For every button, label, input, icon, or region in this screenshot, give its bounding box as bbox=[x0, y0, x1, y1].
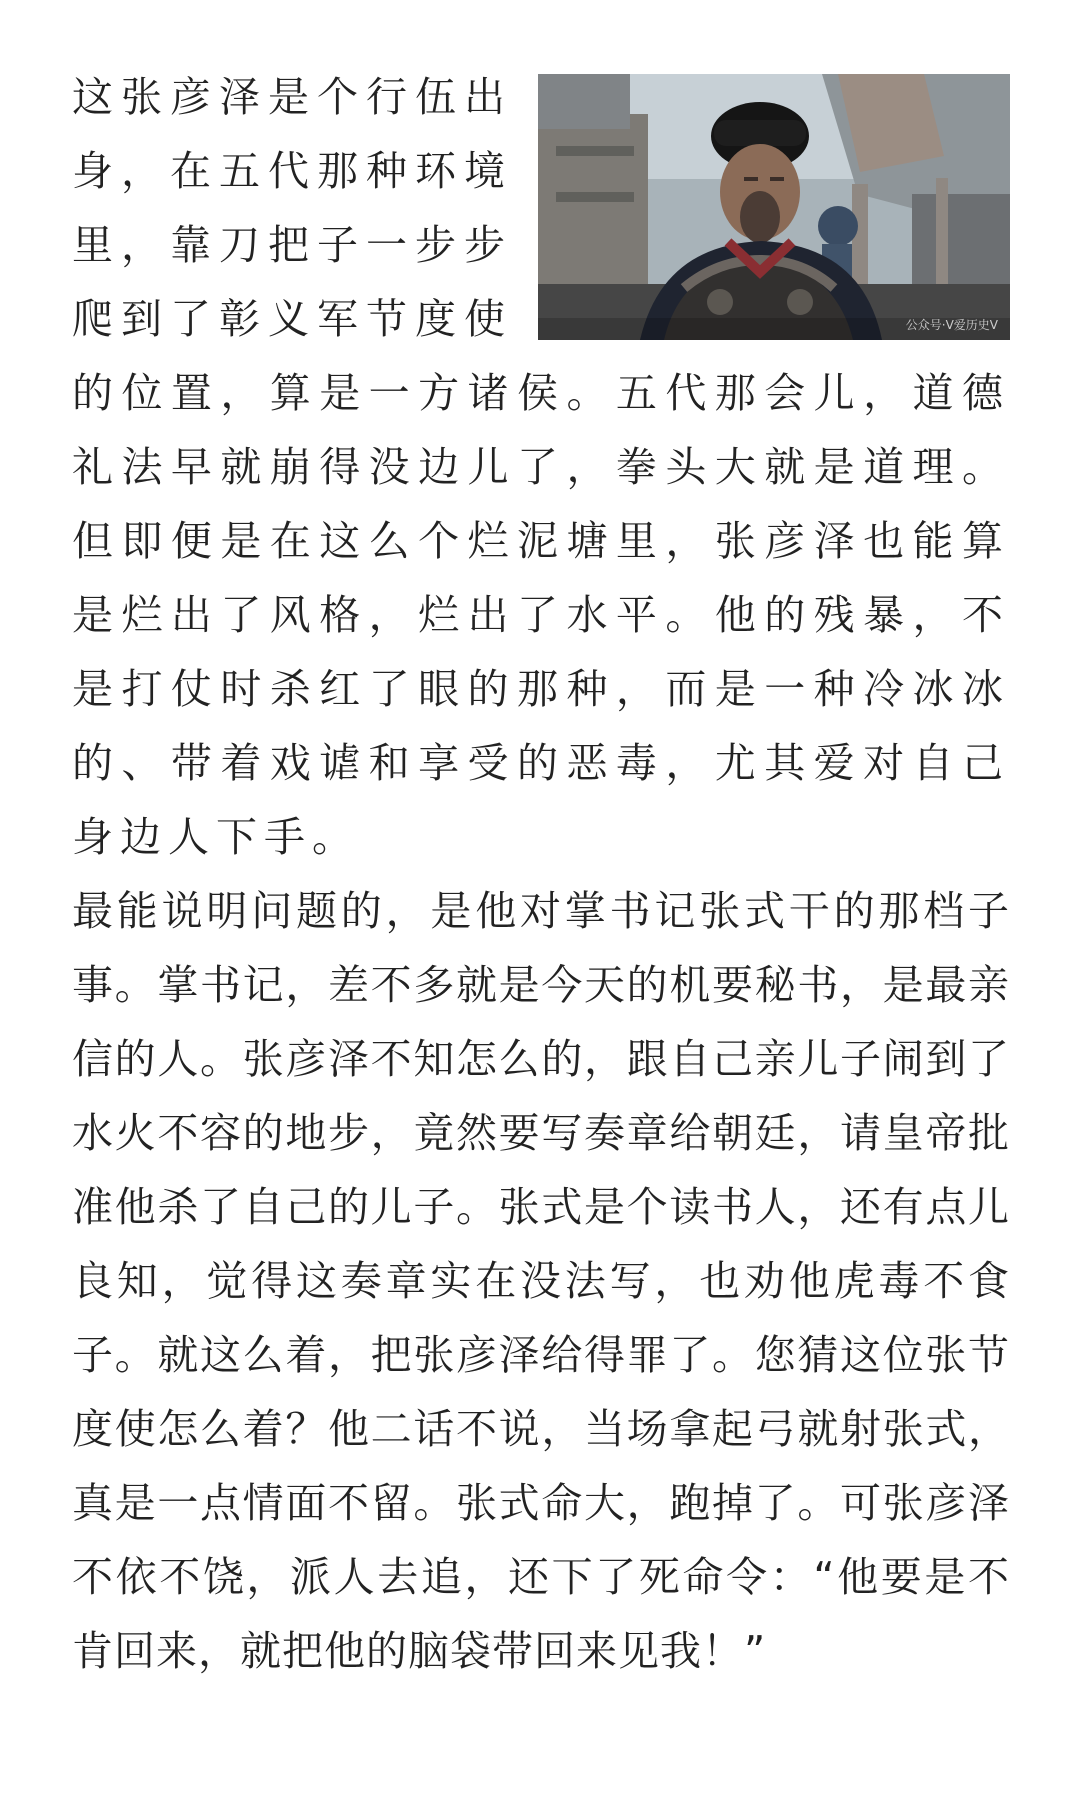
article-photo bbox=[538, 74, 1010, 340]
paragraph-1: 这张彦泽是个行伍出身，在五代那种环境里，靠刀把子一步步爬到了彰义军节度使的位置，算是一方诸侯。五代那会儿，道德礼法早就崩得没边儿了，拳头大就是道理。但即便是在这么个烂泥塘里，张彦泽也能算是烂出了风格，烂出了水平。他的残暴，不是打仗时杀红了眼的那种，而是一种冷冰冰的、带着戏谑和享受的恶毒，尤其爱对自己身边人下手。 bbox=[72, 73, 1010, 861]
paragraph-2: 最能说明问题的，是他对掌书记张式干的那档子事。掌书记，差不多就是今天的机要秘书，是最亲信的人。张彦泽不知怎么的，跟自己亲儿子闹到了水火不容的地步，竟然要写奏章给朝廷，请皇帝批准他杀了自己的儿子。张式是个读书人，还有点儿良知，觉得这奏章实在没法写，也劝他虎毒不食子。就这么着，把张彦泽给得罪了。您猜这位张节度使怎么着？他二话不说，当场拿起弓就射张式，真是一点情面不留。张式命大，跑掉了。可张彦泽不依不饶，派人去追，还下了死命令：“他要是不肯回来，就把他的脑袋带回来见我！” bbox=[72, 887, 1010, 1675]
lead-section bbox=[72, 60, 1010, 874]
photo-watermark: 公众号·V爱历史V bbox=[905, 318, 998, 332]
photo-illustration bbox=[538, 74, 1010, 340]
article bbox=[72, 60, 1010, 1688]
